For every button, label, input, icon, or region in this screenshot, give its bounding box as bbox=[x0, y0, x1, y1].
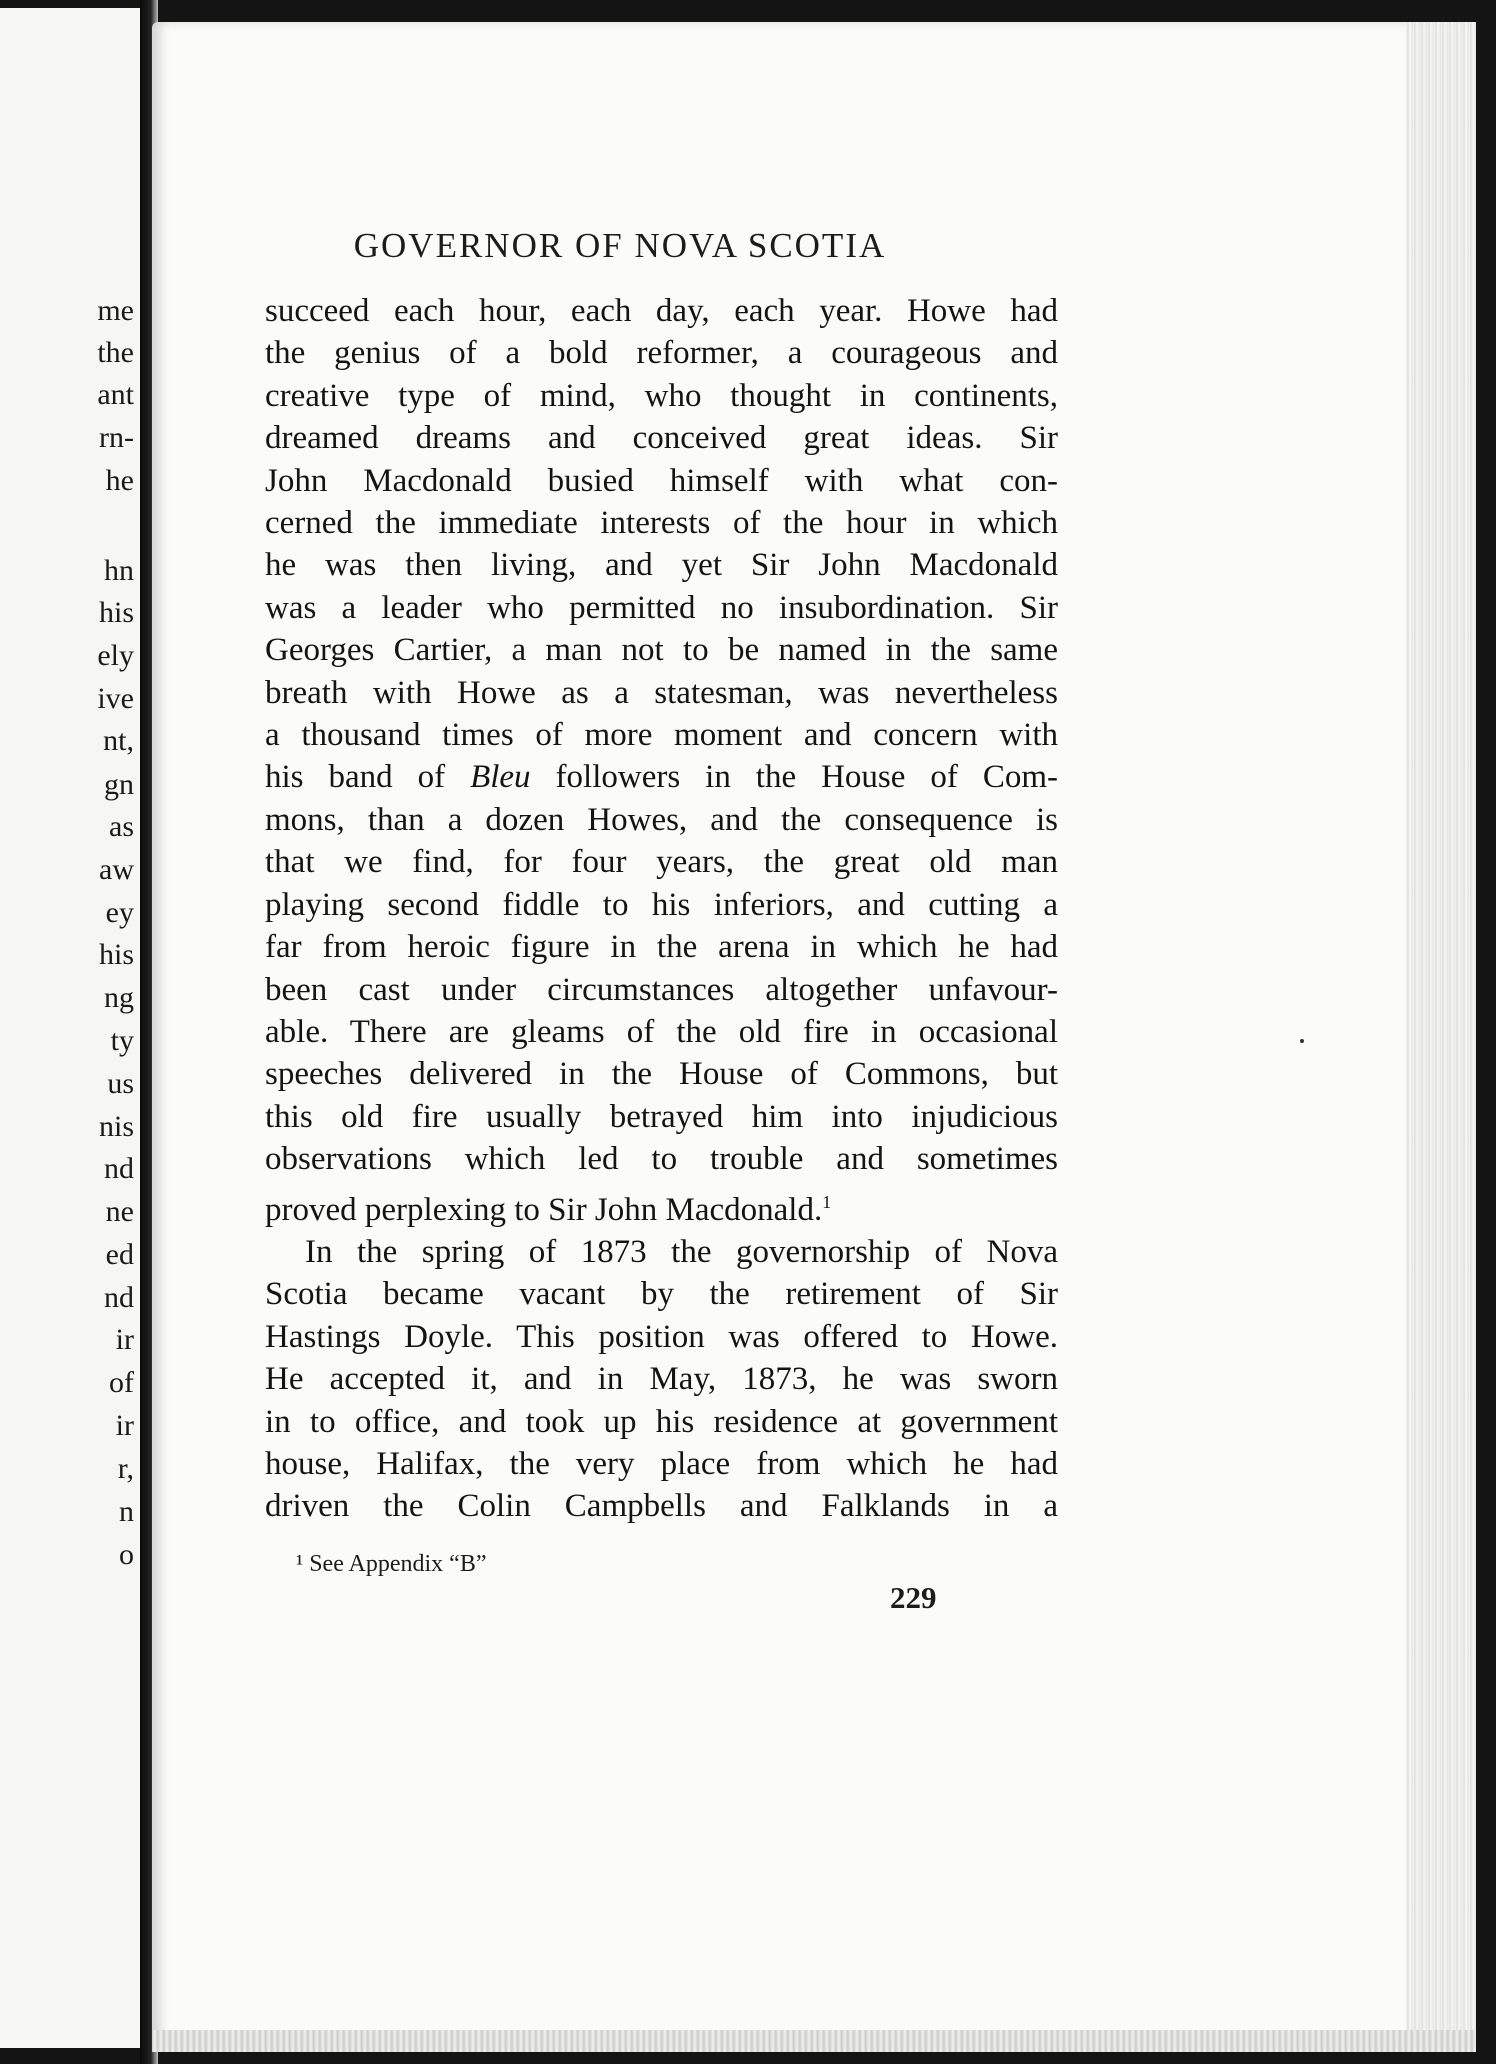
left-page-fragment: ely bbox=[97, 639, 134, 672]
left-page-fragment: o bbox=[119, 1538, 134, 1571]
text-line: house, Halifax, the very place from which he had bbox=[265, 1445, 1058, 1482]
left-page-fragment: ant bbox=[97, 378, 134, 411]
left-page-fragment: ir bbox=[115, 1323, 134, 1356]
text-line: that we find, for four years, the great old man bbox=[265, 844, 1058, 881]
left-page-fragment: nis bbox=[98, 1110, 134, 1143]
left-page-fragment: nd bbox=[104, 1281, 134, 1314]
left-page-fragment: the bbox=[97, 336, 134, 369]
footnote: ¹ See Appendix “B” bbox=[296, 1551, 487, 1577]
left-page-fragment: us bbox=[107, 1067, 134, 1100]
text-line: In the spring of 1873 the governorship of Nova bbox=[305, 1233, 1058, 1270]
text-line: Scotia became vacant by the retirement of Sir bbox=[265, 1276, 1058, 1313]
text-segment: his band of bbox=[265, 759, 471, 796]
left-page-fragment: ed bbox=[105, 1238, 134, 1271]
text-segment: proved perplexing to Sir John Macdonald. bbox=[265, 1191, 823, 1228]
left-page-fragment: r, bbox=[117, 1452, 134, 1485]
italic-word: Bleu bbox=[470, 759, 531, 796]
left-page-fragment: nd bbox=[104, 1152, 134, 1185]
footnote-marker: 1 bbox=[822, 1191, 832, 1212]
left-page-fragment: hn bbox=[104, 554, 134, 587]
left-page-fragment: he bbox=[105, 464, 134, 497]
text-line: succeed each hour, each day, each year. Howe had bbox=[265, 293, 1058, 329]
left-page-fragment: of bbox=[109, 1366, 134, 1399]
text-line: creative type of mind, who thought in continents, bbox=[265, 377, 1058, 414]
text-line: far from heroic figure in the arena in which he had bbox=[265, 929, 1058, 966]
text-line: dreamed dreams and conceived great ideas. Sir bbox=[265, 420, 1058, 457]
left-page-fragment: as bbox=[109, 810, 134, 843]
left-page bbox=[0, 8, 143, 2048]
left-page-fragment: ive bbox=[97, 682, 134, 715]
page-number: 229 bbox=[890, 1580, 937, 1615]
text-line: observations which led to trouble and sometimes bbox=[265, 1141, 1058, 1178]
left-page-fragment: ey bbox=[105, 896, 134, 929]
page-bottom-edge bbox=[152, 2030, 1476, 2052]
text-line: Hastings Doyle. This position was offered to Howe. bbox=[265, 1318, 1058, 1355]
text-line: was a leader who permitted no insubordination. Sir bbox=[265, 589, 1058, 626]
text-line: he was then living, and yet Sir John Macdonald bbox=[265, 547, 1058, 584]
left-page-fragment: ng bbox=[104, 981, 134, 1014]
text-line: in to office, and took up his residence at government bbox=[265, 1403, 1058, 1440]
left-page-fragment: gn bbox=[104, 768, 134, 801]
page-edge bbox=[1406, 22, 1476, 2052]
left-page-fragment: me bbox=[97, 294, 134, 327]
text-line: been cast under circumstances altogether unfavour- bbox=[265, 971, 1058, 1008]
left-page-fragment: his bbox=[98, 596, 134, 629]
left-page-fragment: ty bbox=[110, 1024, 134, 1057]
text-line: Georges Cartier, a man not to be named in the same bbox=[265, 632, 1058, 669]
left-page-fragment: rn- bbox=[99, 421, 134, 454]
body-text bbox=[265, 290, 1058, 1528]
text-line: John Macdonald busied himself with what con- bbox=[265, 462, 1058, 499]
text-line: He accepted it, and in May, 1873, he was sworn bbox=[265, 1361, 1058, 1398]
left-page-fragment: ne bbox=[105, 1195, 134, 1228]
text-line: able. There are gleams of the old fire in occasional bbox=[265, 1013, 1058, 1050]
text-line: cerned the immediate interests of the hour in which bbox=[265, 505, 1058, 542]
text-line-with-italic bbox=[265, 756, 1058, 798]
text-line: mons, than a dozen Howes, and the consequence is bbox=[265, 801, 1058, 838]
left-page-fragment: ir bbox=[115, 1409, 134, 1442]
text-segment: followers in the House of Com- bbox=[555, 759, 1058, 796]
text-line: playing second fiddle to his inferiors, and cutting a bbox=[265, 886, 1058, 923]
paper-speck bbox=[1300, 1039, 1304, 1043]
left-page-fragment: n bbox=[119, 1495, 134, 1528]
text-line: breath with Howe as a statesman, was nevertheless bbox=[265, 674, 1058, 711]
text-line: this old fire usually betrayed him into injudicious bbox=[265, 1098, 1058, 1135]
running-head: GOVERNOR OF NOVA SCOTIA bbox=[353, 226, 887, 265]
left-page-fragment: nt, bbox=[103, 724, 134, 757]
text-line-last bbox=[265, 1181, 1058, 1231]
text-line: the genius of a bold reformer, a courageous and bbox=[265, 335, 1058, 372]
text-line: speeches delivered in the House of Commons, but bbox=[265, 1056, 1058, 1093]
left-page-fragment: aw bbox=[99, 853, 134, 886]
left-page-fragment: his bbox=[98, 938, 134, 971]
text-line: a thousand times of more moment and concern with bbox=[265, 717, 1058, 754]
text-line: driven the Colin Campbells and Falklands in a bbox=[265, 1488, 1058, 1525]
